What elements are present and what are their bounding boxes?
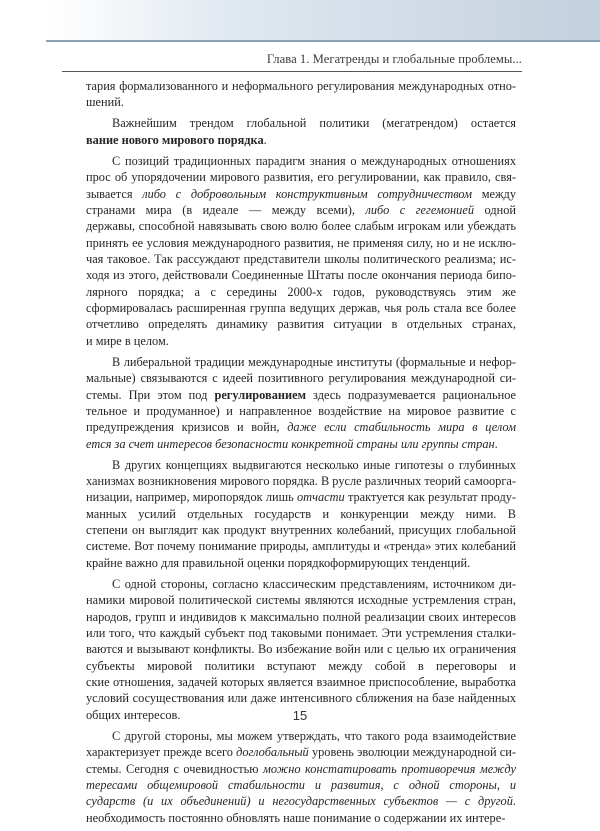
text-segment: С одной стороны, согласно классическим представлениям, источником ди- bbox=[112, 576, 516, 591]
text-line bbox=[86, 658, 516, 674]
text-segment: прос об упорядочении мирового развития, его регулировании, как правило, свя- bbox=[86, 170, 516, 185]
text-segment: отчетливо определять динамику развития ситуации в отдельных странах, bbox=[86, 317, 516, 332]
paragraph-5 bbox=[86, 576, 516, 723]
text-segment: намики мировой политической системы являются исходные устремления стран, bbox=[86, 593, 516, 608]
text-line bbox=[86, 153, 516, 169]
text-segment: сформировалась расширенная группа ведущих держав, чья роль стала все более bbox=[86, 301, 516, 316]
bold-term: регулированием bbox=[214, 387, 306, 402]
text-line bbox=[86, 625, 516, 641]
text-line bbox=[86, 436, 516, 452]
text-segment: субъекты мировой политики вступают между собой в переговоры и bbox=[86, 658, 516, 673]
header-rule bbox=[62, 71, 522, 72]
text-segment: и мире в целом. bbox=[86, 333, 169, 348]
text-segment: трактуется как результат проду- bbox=[344, 490, 516, 505]
paragraph-4 bbox=[86, 457, 516, 571]
text-line bbox=[86, 300, 516, 316]
text-segment: стемы. При этом под bbox=[86, 387, 215, 402]
header-band bbox=[46, 0, 600, 42]
italic-phrase: ется за счет интересов безопасности конкретной страны или группы стран bbox=[86, 436, 495, 451]
italic-phrase: отчасти bbox=[297, 490, 345, 505]
text-segment: странами мира (в идеале — между всеми), bbox=[86, 203, 366, 217]
text-line bbox=[86, 370, 516, 386]
text-line bbox=[86, 218, 516, 234]
text-segment: ваются и вызывают конфликты. Во избежание войн или с целью их ограничения bbox=[86, 642, 516, 657]
paragraph-1 bbox=[86, 115, 516, 148]
text-line bbox=[86, 333, 516, 349]
text-segment: С другой стороны, мы можем утверждать, что такого рода взаимодействие bbox=[112, 728, 516, 743]
text-line bbox=[86, 506, 516, 522]
text-segment: В других концепциях выдвигаются несколько иные гипотезы о глубинных bbox=[112, 457, 516, 472]
text-line bbox=[86, 555, 516, 571]
text-segment: крайне важно для правильной оценки порядкоформирующих тенденций. bbox=[86, 555, 471, 570]
text-line bbox=[86, 522, 516, 538]
text-segment: . bbox=[512, 794, 516, 809]
text-segment: народов, групп и индивидов к максимально полной реализации своих интересов bbox=[86, 609, 516, 624]
text-line bbox=[86, 674, 516, 690]
text-segment: Важнейшим трендом глобальной политики (мегатрендом) остается bbox=[112, 116, 516, 131]
text-line bbox=[86, 284, 516, 300]
text-line bbox=[86, 489, 516, 505]
text-line bbox=[86, 169, 516, 185]
page-number: 15 bbox=[292, 708, 308, 723]
text-segment: державы, способной навязывать свою волю более слабым игрокам или убеждать bbox=[86, 219, 516, 234]
text-segment: зывается bbox=[86, 186, 143, 201]
italic-phrase: можно констатировать противоречия между bbox=[262, 761, 516, 776]
italic-phrase: либо с добровольным конструктивным сотрудничеством bbox=[142, 186, 473, 201]
text-segment: принять ее условия международного развития, не применяя силу, но и не исклю- bbox=[86, 235, 516, 250]
text-line bbox=[86, 251, 516, 267]
text-segment: манных усилий отдельных государств и конкуренции между ними. В bbox=[86, 506, 516, 521]
text-segment: ские отношения, задачей которых является взаимное приспособление, выработка bbox=[86, 675, 516, 690]
paragraph-0 bbox=[86, 78, 516, 111]
text-segment: С позиций традиционных парадигм знания о международных отношениях bbox=[112, 153, 516, 168]
italic-phrase: доглобальный bbox=[236, 745, 309, 760]
text-line bbox=[86, 473, 516, 489]
italic-phrase: сударств (и их объединений) и негосударственных субъектов — с другой bbox=[86, 794, 513, 809]
text-segment: характеризует прежде всего bbox=[86, 745, 237, 760]
text-line bbox=[86, 186, 516, 202]
text-line bbox=[86, 267, 516, 283]
text-segment: . bbox=[263, 132, 267, 147]
text-segment: здесь подразумевается рациональное bbox=[313, 387, 516, 402]
text-line bbox=[86, 810, 516, 826]
text-line bbox=[86, 793, 516, 809]
text-line bbox=[86, 202, 516, 218]
italic-phrase: даже если стабильность мира в целом bbox=[287, 420, 516, 435]
text-line bbox=[86, 761, 516, 777]
text-line bbox=[86, 419, 516, 435]
text-line bbox=[86, 641, 516, 657]
text-segment: тария формализованного и неформального регулирования международных отно- bbox=[86, 79, 516, 93]
text-segment: стемы. Сегодня с очевидностью bbox=[86, 761, 263, 776]
text-line bbox=[86, 387, 516, 403]
text-line bbox=[86, 94, 516, 110]
bold-term: вание нового мирового порядка bbox=[86, 132, 264, 147]
paragraph-3 bbox=[86, 354, 516, 452]
paragraph-6 bbox=[86, 728, 516, 826]
text-segment: предупреждения кризисов и войн, bbox=[86, 420, 288, 435]
paragraph-2 bbox=[86, 153, 516, 349]
text-segment: системе. Вот почему понимание природы, амплитуды и «тренда» этих колебаний bbox=[86, 539, 516, 554]
text-line bbox=[86, 78, 516, 94]
text-segment: одной bbox=[484, 203, 516, 217]
text-line bbox=[86, 576, 516, 592]
text-line bbox=[86, 777, 516, 793]
text-segment: . bbox=[494, 436, 498, 451]
text-line bbox=[86, 744, 516, 760]
text-segment: необходимость постоянно обновлять наше понимание о содержании их интере- bbox=[86, 810, 506, 825]
text-line bbox=[86, 538, 516, 554]
text-line bbox=[86, 457, 516, 473]
text-segment: чая таковое. Так рассуждают представители школы политического реализма; ис- bbox=[86, 252, 516, 267]
text-segment: лярного порядка; а с середины 2000-х годов, руководствуясь этим же bbox=[86, 284, 516, 299]
text-segment: между bbox=[481, 186, 516, 201]
text-line bbox=[86, 115, 516, 131]
text-segment: общих интересов. bbox=[86, 707, 181, 722]
text-line bbox=[86, 235, 516, 251]
running-head: Глава 1. Мегатренды и глобальные проблемы... bbox=[266, 52, 522, 66]
text-segment: В либеральной традиции международные институты (формальные и нефор- bbox=[112, 354, 516, 369]
text-line bbox=[86, 728, 516, 744]
text-segment: условий сосуществования или даже интенсивного сближения на базе найденных bbox=[86, 691, 516, 706]
text-segment: мальные) связываются с идеей позитивного регулирования международной си- bbox=[86, 371, 516, 386]
text-line bbox=[86, 132, 516, 148]
text-segment: низации, например, миропорядок лишь bbox=[86, 490, 297, 505]
text-segment: тельное и продуманное) и направленное воздействие на мировое развитие с bbox=[86, 403, 516, 418]
text-segment: степени он выглядит как продукт внутренних колебаний, присущих глобальной bbox=[86, 523, 516, 538]
text-segment: или того, что каждый субъект под таковыми понимает. Эти устремления сталки- bbox=[86, 625, 516, 640]
italic-phrase: либо с гегемонией bbox=[365, 203, 475, 217]
text-line bbox=[86, 592, 516, 608]
text-line bbox=[86, 690, 516, 706]
text-segment: ханизмах возникновения мирового порядка. В русле различных теорий самоорга- bbox=[86, 474, 516, 489]
text-line bbox=[86, 354, 516, 370]
text-segment: уровень эволюции международной си- bbox=[308, 745, 516, 760]
italic-phrase: тересами общемировой стабильности и развития, с одной стороны, и bbox=[86, 777, 516, 792]
text-line bbox=[86, 609, 516, 625]
text-line bbox=[86, 403, 516, 419]
text-segment: шений. bbox=[86, 95, 124, 110]
text-segment: ходя из этого, действовали Соединенные Штаты после окончания периода бипо- bbox=[86, 268, 516, 283]
text-line bbox=[86, 316, 516, 332]
